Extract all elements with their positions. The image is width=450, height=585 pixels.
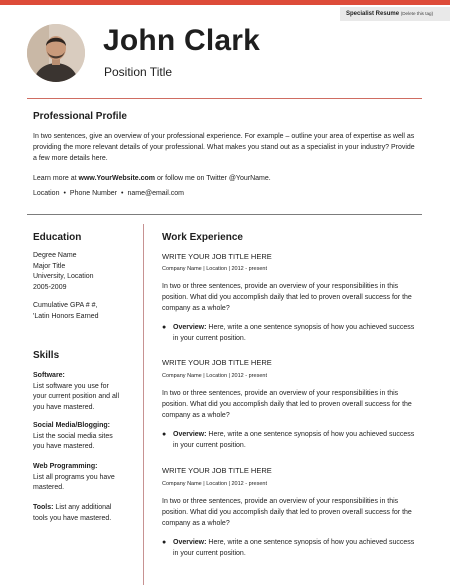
- bullet-text: [173, 537, 417, 559]
- website-link[interactable]: www.YourWebsite.com: [78, 175, 156, 182]
- skill-desc: your current position and all: [33, 393, 119, 400]
- skill-desc: List software you use for: [33, 382, 109, 390]
- job-title: WRITE YOUR JOB TITLE HERE: [162, 466, 272, 475]
- job-bullet: [162, 322, 417, 344]
- education-details: [33, 251, 133, 293]
- work-heading: Work Experience: [162, 232, 243, 243]
- education-line: Major Title: [33, 262, 66, 270]
- skills-heading: Skills: [33, 350, 60, 361]
- job-description: In two or three sentences, provide an overview of your responsibilities in this position. What did you accomplish daily that led to proven overall success for the company as a whole?: [162, 390, 412, 419]
- bullet-dot-icon: ●: [162, 539, 167, 546]
- skill-item: [33, 503, 133, 524]
- job-bullet: [162, 537, 417, 559]
- contact-separator: •: [121, 190, 124, 197]
- job-meta: Company Name | Location | 2012 - present: [162, 481, 267, 487]
- bullet-label: Overview:: [173, 324, 207, 331]
- bullet-label: Overview:: [173, 539, 207, 546]
- education-gpa-block: [33, 301, 133, 322]
- contact-email[interactable]: name@email.com: [127, 190, 184, 197]
- skill-desc: mastered.: [33, 484, 65, 491]
- avatar: [27, 24, 85, 82]
- education-line: 2005-2009: [33, 283, 67, 291]
- template-tag: [340, 7, 450, 21]
- bullet-body: Here, write a one sentence synopsis of how you achieved success in your current position.: [173, 431, 415, 449]
- bullet-text: [173, 322, 417, 344]
- education-gpa: Cumulative GPA # #,: [33, 302, 98, 309]
- job-description: In two or three sentences, provide an overview of your responsibilities in this position. What did you accomplish daily that led to proven overall success for the company as a whole?: [162, 283, 412, 312]
- profile-learn-more: [33, 173, 418, 184]
- skill-name: Web Programming:: [33, 463, 98, 470]
- skill-item: [33, 371, 133, 413]
- learn-more-suffix: or follow me on Twitter @YourName.: [155, 175, 271, 182]
- contact-line: [33, 190, 184, 197]
- bullet-dot-icon: ●: [162, 324, 167, 331]
- job-meta: Company Name | Location | 2012 - present: [162, 266, 267, 272]
- contact-phone: Phone Number: [69, 190, 118, 197]
- skill-desc: you have mastered.: [33, 443, 95, 450]
- column-divider: [143, 224, 144, 585]
- skill-desc: List all programs you have: [33, 473, 115, 481]
- bullet-text: [173, 429, 417, 451]
- skill-name: Social Media/Blogging:: [33, 422, 111, 429]
- job-bullet: [162, 429, 417, 451]
- accent-bar: [0, 0, 450, 5]
- contact-location: Location: [33, 190, 60, 197]
- profile-summary: In two sentences, give an overview of your professional experience. For example – outline your area of expertise as well as providing the more relevant details of your professional. What makes you stand out as a specialist in your industry? Provide a few more details here.: [33, 133, 415, 162]
- education-heading: Education: [33, 232, 82, 243]
- job-description: In two or three sentences, provide an overview of your responsibilities in this position. What did you accomplish daily that led to proven overall success for the company as a whole?: [162, 498, 412, 527]
- job-title: WRITE YOUR JOB TITLE HERE: [162, 358, 272, 367]
- skill-desc: List any additional: [53, 504, 112, 511]
- section-divider: [27, 214, 422, 215]
- job-meta: Company Name | Location | 2012 - present: [162, 373, 267, 379]
- skill-desc: you have mastered.: [33, 403, 95, 411]
- bullet-body: Here, write a one sentence synopsis of how you achieved success in your current position.: [173, 539, 415, 557]
- position-title: Position Title: [104, 65, 173, 79]
- bullet-body: Here, write a one sentence synopsis of how you achieved success in your current position.: [173, 324, 415, 342]
- education-honors: 'Latin Honors Earned: [33, 312, 99, 320]
- avatar-photo-icon: [27, 24, 85, 82]
- profile-heading: Professional Profile: [33, 111, 127, 122]
- tag-label: Specialist Resume: [346, 11, 400, 17]
- skill-desc: List the social media sites: [33, 432, 113, 440]
- skill-name: Tools:: [33, 504, 54, 511]
- learn-more-prefix: Learn more at: [33, 175, 79, 182]
- skill-item: [33, 462, 133, 494]
- skill-first-line: [33, 503, 133, 514]
- skill-desc: tools you have mastered.: [33, 514, 112, 522]
- skill-item: [33, 421, 133, 453]
- job-title: WRITE YOUR JOB TITLE HERE: [162, 252, 272, 261]
- header-divider: [27, 98, 422, 99]
- bullet-dot-icon: ●: [162, 431, 167, 438]
- education-line: Degree Name: [33, 252, 77, 259]
- candidate-name: John Clark: [103, 24, 261, 57]
- tag-note: (Delete this tag): [400, 11, 434, 16]
- education-line: University, Location: [33, 273, 94, 280]
- contact-separator: •: [63, 190, 66, 197]
- bullet-label: Overview:: [173, 431, 207, 438]
- skill-name: Software:: [33, 372, 65, 379]
